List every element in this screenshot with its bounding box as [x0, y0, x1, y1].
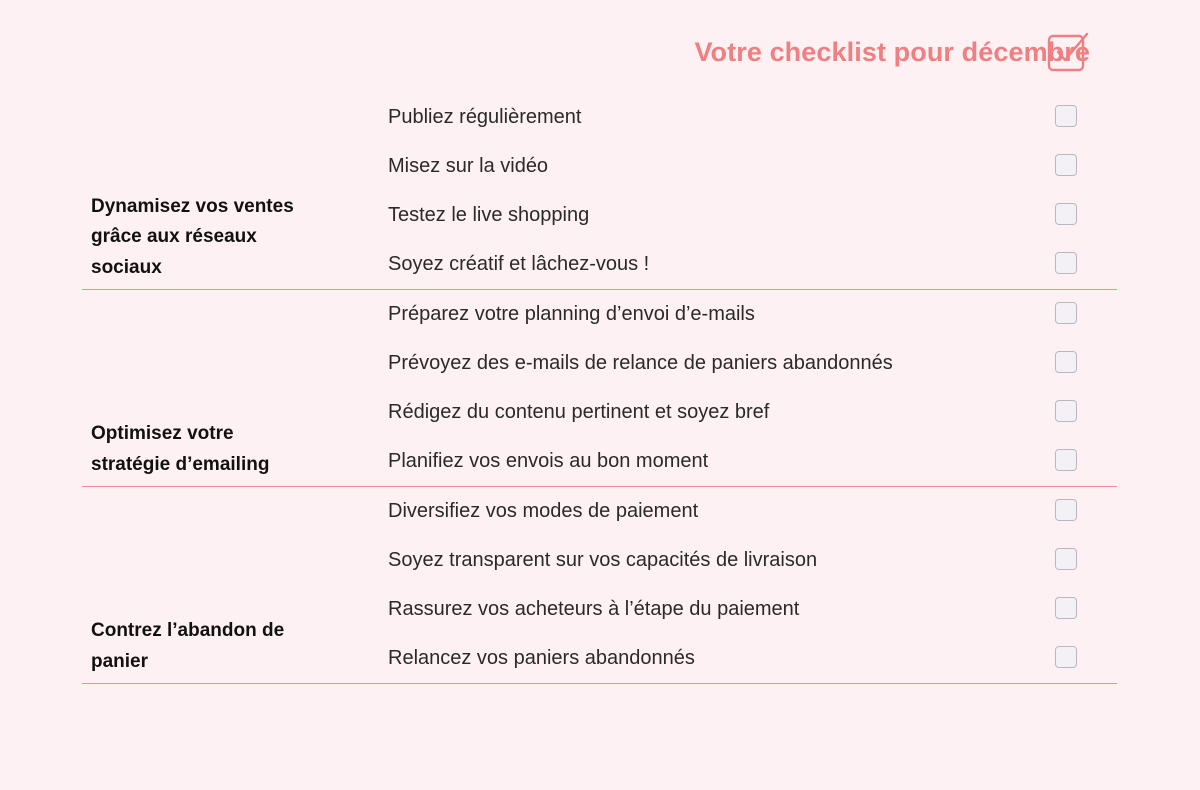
checklist-item-label: Rassurez vos acheteurs à l’étape du paiement [388, 598, 800, 620]
checkbox[interactable] [1055, 154, 1077, 176]
checklist-item-label: Soyez créatif et lâchez-vous ! [388, 253, 650, 275]
checkbox[interactable] [1055, 646, 1077, 668]
checklist-items [82, 93, 1117, 289]
checkbox[interactable] [1055, 400, 1077, 422]
page-title: Votre checklist pour décembre [694, 36, 1090, 67]
checklist-item-label: Préparez votre planning d’envoi d’e-mails [388, 303, 755, 325]
checkbox[interactable] [1055, 105, 1077, 127]
checklist-header [694, 30, 1090, 74]
checklist-item [82, 93, 1117, 142]
checklist-item-label: Soyez transparent sur vos capacités de livraison [388, 549, 818, 571]
checklist-item [82, 536, 1117, 585]
checklist-item [82, 240, 1117, 289]
checkbox[interactable] [1055, 302, 1077, 324]
checklist-item [82, 339, 1117, 388]
checklist-items [82, 290, 1117, 486]
checklist-item-label: Misez sur la vidéo [388, 155, 549, 177]
checklist-item [82, 634, 1117, 683]
checklist-section-emailing [82, 290, 1117, 487]
checklist-item [82, 585, 1117, 634]
checklist-item-label: Diversifiez vos modes de paiement [388, 500, 699, 522]
checkbox[interactable] [1055, 351, 1077, 373]
checklist-item-label: Relancez vos paniers abandonnés [388, 647, 695, 669]
checklist-item [82, 290, 1117, 339]
checklist-item [82, 487, 1117, 536]
checklist-item-label: Testez le live shopping [388, 204, 590, 226]
checked-box-icon [1046, 30, 1090, 74]
section-heading: Contrez l’abandon de panier [91, 620, 285, 672]
checklist-item-label: Rédigez du contenu pertinent et soyez bref [388, 401, 770, 423]
checklist-item [82, 388, 1117, 437]
checklist-item [82, 191, 1117, 240]
checklist-item-label: Prévoyez des e-mails de relance de paniers abandonnés [388, 352, 893, 374]
checklist-item-label: Planifiez vos envois au bon moment [388, 450, 709, 472]
checkbox[interactable] [1055, 252, 1077, 274]
checklist-section-social [82, 93, 1117, 290]
checklist-item-label: Publiez régulièrement [388, 106, 582, 128]
checklist-section-cart-abandonment [82, 487, 1117, 684]
checkbox[interactable] [1055, 499, 1077, 521]
section-heading: Dynamisez vos ventes grâce aux réseaux sociaux [91, 195, 294, 278]
checklist-item [82, 437, 1117, 486]
section-heading: Optimisez votre stratégie d’emailing [91, 423, 270, 475]
checkbox[interactable] [1055, 597, 1077, 619]
checkbox[interactable] [1055, 449, 1077, 471]
checklist-items [82, 487, 1117, 683]
checkbox[interactable] [1055, 203, 1077, 225]
checkbox[interactable] [1055, 548, 1077, 570]
checklist-sections [82, 93, 1117, 684]
checklist-item [82, 142, 1117, 191]
